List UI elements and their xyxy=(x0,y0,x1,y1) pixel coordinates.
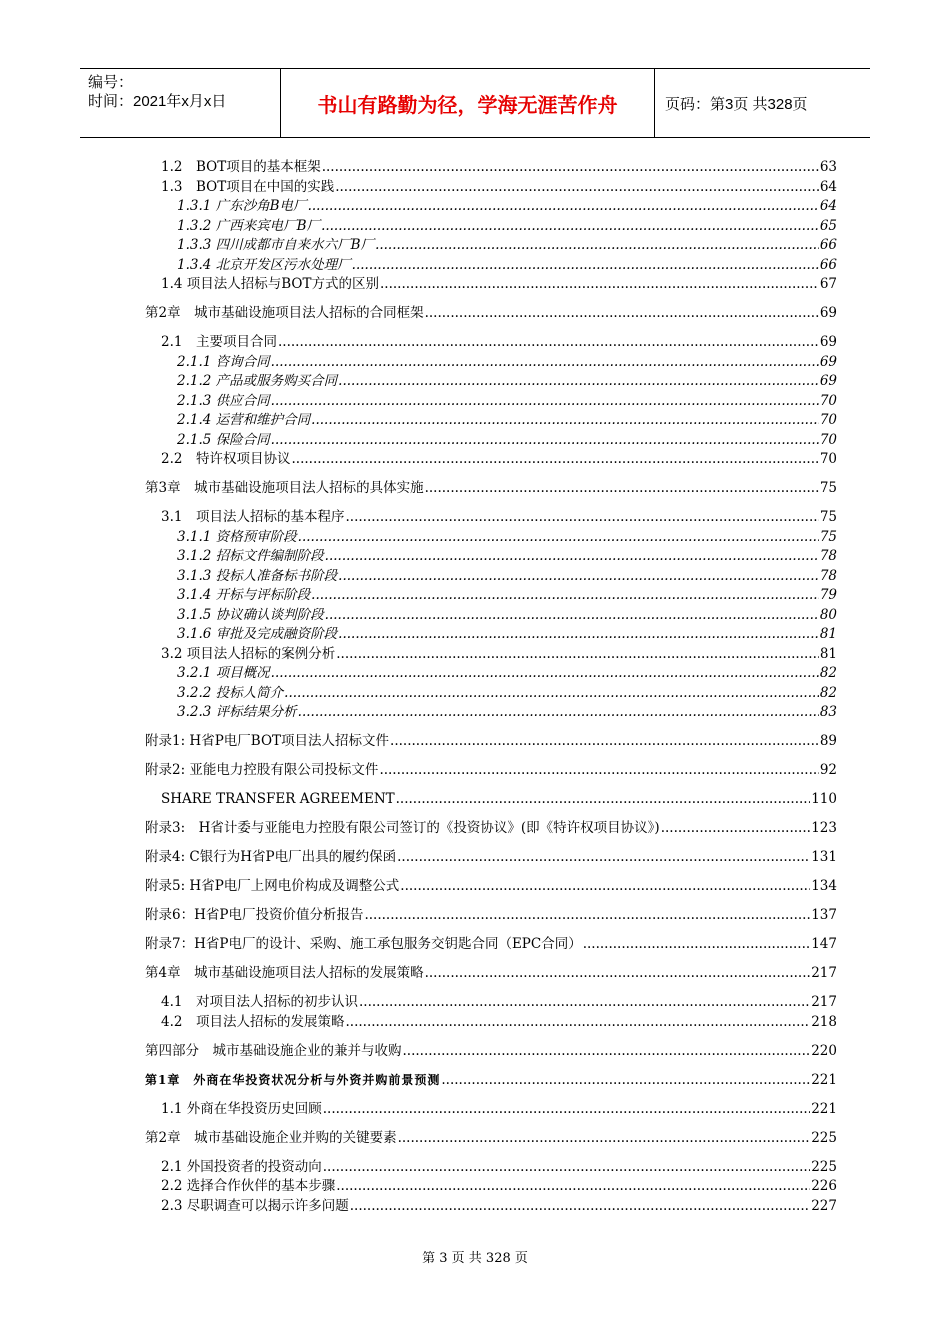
toc-entry-title: 2.1.4 运营和维护合同 xyxy=(177,412,311,428)
toc-leader-dots xyxy=(284,684,819,704)
toc-leader-dots xyxy=(323,1158,810,1178)
toc-leader-dots xyxy=(338,372,819,392)
toc-entry-page: 147 xyxy=(811,936,837,952)
toc-leader-dots xyxy=(311,411,819,431)
toc-entry-title: 1.3.1 广东沙角B电厂 xyxy=(177,198,307,214)
toc-entry-title: 1.3.2 广西来宾电厂B厂 xyxy=(177,217,321,234)
toc-entry-title: 附录2: 亚能电力控股有限公司投标文件 xyxy=(145,762,379,778)
header-meta xyxy=(80,69,281,137)
toc-entry-title: 附录7：H省P电厂的设计、采购、施工承包服务交钥匙合同（EPC合同） xyxy=(145,936,582,952)
toc-leader-dots xyxy=(271,353,819,373)
toc-entry-page: 227 xyxy=(811,1197,837,1214)
toc-entry[interactable] xyxy=(145,547,837,567)
toc-entry-title: 附录1: H省P电厂BOT项目法人招标文件 xyxy=(145,733,390,749)
toc-entry-page: 79 xyxy=(819,587,837,603)
toc-leader-dots xyxy=(352,256,819,276)
page-header xyxy=(80,68,870,138)
toc-leader-dots xyxy=(291,450,818,470)
toc-entry[interactable] xyxy=(145,479,837,499)
toc-entry[interactable] xyxy=(145,158,837,178)
toc-entry[interactable] xyxy=(145,333,837,353)
toc-entry[interactable] xyxy=(145,353,837,373)
toc-leader-dots xyxy=(338,567,819,587)
toc-entry-page: 69 xyxy=(819,353,837,370)
toc-entry-page: 75 xyxy=(819,480,837,496)
toc-entry[interactable] xyxy=(145,877,837,897)
toc-entry-title: 3.2.2 投标人简介 xyxy=(177,684,284,701)
toc-entry-page: 69 xyxy=(819,334,837,350)
toc-leader-dots xyxy=(441,1071,810,1091)
toc-entry-page: 70 xyxy=(819,431,837,448)
toc-entry-page: 81 xyxy=(819,645,837,662)
toc-entry-page: 70 xyxy=(819,392,837,409)
toc-entry-title: 2.2 选择合作伙伴的基本步骤 xyxy=(161,1178,336,1194)
toc-entry-page: 131 xyxy=(811,849,837,865)
toc-entry-title: 2.1 主要项目合同 xyxy=(161,334,277,350)
toc-entry[interactable] xyxy=(145,1071,837,1091)
toc-entry-page: 221 xyxy=(811,1100,837,1117)
toc-entry-page: 134 xyxy=(811,878,837,894)
toc-leader-dots xyxy=(325,547,819,567)
toc-entry-page: 70 xyxy=(819,451,837,467)
toc-entry-page: 225 xyxy=(811,1129,837,1146)
toc-leader-dots xyxy=(403,1042,811,1062)
toc-entry-page: 66 xyxy=(819,237,837,253)
toc-leader-dots xyxy=(379,761,818,781)
toc-leader-dots xyxy=(278,333,819,353)
toc-leader-dots xyxy=(364,906,810,926)
toc-entry[interactable] xyxy=(145,684,837,704)
toc-entry-page: 82 xyxy=(819,665,837,681)
toc-entry-page: 75 xyxy=(819,509,837,525)
toc-leader-dots xyxy=(308,197,819,217)
toc-leader-dots xyxy=(397,848,810,868)
toc-entry[interactable] xyxy=(145,236,837,256)
toc-entry-page: 78 xyxy=(819,548,837,564)
toc-leader-dots xyxy=(375,236,819,256)
toc-entry[interactable] xyxy=(145,848,837,868)
toc-entry-title: 附录5: H省P电厂上网电价构成及调整公式 xyxy=(145,878,400,894)
toc-leader-dots xyxy=(345,508,818,528)
toc-entry-title: 3.2 项目法人招标的案例分析 xyxy=(161,645,336,662)
toc-entry-page: 220 xyxy=(811,1042,837,1059)
toc-entry-title: 2.1.3 供应合同 xyxy=(177,392,270,409)
toc-entry[interactable] xyxy=(145,606,837,626)
toc-entry[interactable] xyxy=(145,1100,837,1120)
toc-entry[interactable] xyxy=(145,761,837,781)
toc-leader-dots xyxy=(271,664,819,684)
toc-entry[interactable] xyxy=(145,411,837,431)
toc-entry-title: 2.1 外国投资者的投资动向 xyxy=(161,1158,322,1175)
toc-entry-page: 66 xyxy=(819,256,837,273)
toc-entry-page: 78 xyxy=(819,567,837,584)
toc-entry[interactable] xyxy=(145,993,837,1013)
toc-entry-page: 75 xyxy=(819,528,837,545)
toc-leader-dots xyxy=(359,993,810,1013)
toc-entry-title: 3.2.1 项目概况 xyxy=(177,665,270,681)
toc-entry-title: 2.1.5 保险合同 xyxy=(177,431,270,448)
toc-entry-page: 217 xyxy=(811,994,837,1010)
toc-entry-title: 3.2.3 评标结果分析 xyxy=(177,704,297,720)
toc-entry-page: 92 xyxy=(819,762,837,778)
toc-leader-dots xyxy=(396,790,811,810)
toc-leader-dots xyxy=(336,645,819,665)
toc-entry-page: 217 xyxy=(811,965,837,981)
toc-entry[interactable] xyxy=(145,508,837,528)
toc-entry[interactable] xyxy=(145,732,837,752)
toc-entry[interactable] xyxy=(145,703,837,723)
toc-entry-title: 4.1 对项目法人招标的初步认识 xyxy=(161,994,358,1010)
toc-entry-title: 3.1.6 审批及完成融资阶段 xyxy=(177,626,338,642)
toc-entry[interactable] xyxy=(145,790,837,810)
toc-entry-title: 3.1.1 资格预审阶段 xyxy=(177,528,297,545)
page-footer: 第 3 页 共 328 页 xyxy=(422,1251,528,1266)
toc-entry[interactable] xyxy=(145,197,837,217)
toc-leader-dots xyxy=(335,178,819,198)
toc-entry[interactable] xyxy=(145,392,837,412)
toc-entry-title: 2.3 尽职调查可以揭示许多问题 xyxy=(161,1197,349,1214)
table-of-contents xyxy=(145,158,837,1216)
toc-entry[interactable] xyxy=(145,819,837,839)
toc-entry-title: 第3章 城市基础设施项目法人招标的具体实施 xyxy=(145,480,424,496)
toc-leader-dots xyxy=(271,431,819,451)
toc-leader-dots xyxy=(398,1129,811,1149)
toc-entry[interactable] xyxy=(145,586,837,606)
toc-entry-page: 89 xyxy=(819,733,837,749)
toc-leader-dots xyxy=(661,819,811,839)
toc-entry[interactable] xyxy=(145,304,837,324)
toc-leader-dots xyxy=(400,877,810,897)
toc-entry[interactable] xyxy=(145,431,837,451)
toc-entry-title: 附录3: H省计委与亚能电力控股有限公司签订的《投资协议》(即《特许权项目协议》) xyxy=(145,820,660,836)
toc-entry-title: 第2章 城市基础设施项目法人招标的合同框架 xyxy=(145,305,424,321)
toc-entry-page: 123 xyxy=(811,820,837,836)
toc-entry-page: 65 xyxy=(819,217,837,234)
toc-entry-title: 2.1.2 产品或服务购买合同 xyxy=(177,373,338,389)
toc-entry-title: 3.1.5 协议确认谈判阶段 xyxy=(177,606,324,623)
toc-entry-page: 110 xyxy=(811,791,837,807)
toc-entry-title: 4.2 项目法人招标的发展策略 xyxy=(161,1013,345,1030)
toc-entry-title: 1.3 BOT项目在中国的实践 xyxy=(161,178,335,195)
toc-entry-page: 64 xyxy=(819,178,837,195)
toc-leader-dots xyxy=(322,158,819,178)
toc-leader-dots xyxy=(345,1013,810,1033)
toc-leader-dots xyxy=(425,304,819,324)
toc-entry-title: 附录4: C银行为H省P电厂出具的履约保函 xyxy=(145,849,397,865)
toc-entry-title: 第1章 外商在华投资状况分析与外资并购前景预测 xyxy=(145,1072,441,1087)
toc-entry-title: 1.4 项目法人招标与BOT方式的区别 xyxy=(161,276,380,292)
toc-entry[interactable] xyxy=(145,1158,837,1178)
toc-entry[interactable] xyxy=(145,178,837,198)
toc-leader-dots xyxy=(321,217,819,237)
toc-entry-page: 70 xyxy=(819,412,837,428)
toc-entry[interactable] xyxy=(145,217,837,237)
toc-entry-title: 3.1.2 招标文件编制阶段 xyxy=(177,548,324,564)
toc-entry[interactable] xyxy=(145,1129,837,1149)
toc-entry-page: 83 xyxy=(819,704,837,720)
toc-entry-title: 第2章 城市基础设施企业并购的关键要素 xyxy=(145,1129,397,1146)
toc-entry-title: 1.3.4 北京开发区污水处理厂 xyxy=(177,256,351,273)
toc-leader-dots xyxy=(311,586,819,606)
date-label: 时间：2021年x月x日 xyxy=(88,93,227,110)
toc-leader-dots xyxy=(425,964,811,984)
toc-entry-title: 2.2 特许权项目协议 xyxy=(161,451,291,467)
toc-entry[interactable] xyxy=(145,1177,837,1197)
toc-entry[interactable] xyxy=(145,1042,837,1062)
toc-entry-title: 2.1.1 咨询合同 xyxy=(177,353,270,370)
toc-entry-title: 附录6：H省P电厂投资价值分析报告 xyxy=(145,907,364,923)
toc-entry[interactable] xyxy=(145,625,837,645)
toc-entry-page: 63 xyxy=(819,159,837,175)
toc-entry-title: 3.1.4 开标与评标阶段 xyxy=(177,587,311,603)
toc-leader-dots xyxy=(336,1177,810,1197)
toc-entry[interactable] xyxy=(145,964,837,984)
header-motto: 书山有路勤为径，学海无涯苦作舟 xyxy=(281,69,655,137)
toc-entry-title: 3.1 项目法人招标的基本程序 xyxy=(161,509,345,525)
toc-entry-page: 80 xyxy=(819,606,837,623)
toc-entry-title: 1.2 BOT项目的基本框架 xyxy=(161,159,321,175)
toc-entry-title: 1.1 外商在华投资历史回顾 xyxy=(161,1100,322,1117)
toc-entry-page: 82 xyxy=(819,684,837,701)
toc-entry-page: 67 xyxy=(819,276,837,292)
toc-leader-dots xyxy=(338,625,819,645)
toc-entry[interactable] xyxy=(145,645,837,665)
toc-entry-page: 64 xyxy=(819,198,837,214)
toc-entry-page: 69 xyxy=(819,373,837,389)
toc-leader-dots xyxy=(583,935,811,955)
toc-leader-dots xyxy=(323,1100,810,1120)
toc-entry[interactable] xyxy=(145,1013,837,1033)
toc-entry[interactable] xyxy=(145,906,837,926)
toc-entry-title: 第4章 城市基础设施项目法人招标的发展策略 xyxy=(145,965,424,981)
toc-entry-page: 221 xyxy=(811,1071,837,1088)
toc-entry-page: 69 xyxy=(819,305,837,321)
toc-entry-page: 81 xyxy=(819,626,837,642)
toc-entry[interactable] xyxy=(145,528,837,548)
toc-entry-page: 218 xyxy=(811,1013,837,1030)
toc-entry-title: 3.1.3 投标人准备标书阶段 xyxy=(177,567,338,584)
toc-leader-dots xyxy=(380,275,819,295)
serial-label: 编号： xyxy=(88,74,134,91)
toc-entry-title: 1.3.3 四川成都市自来水六厂B厂 xyxy=(177,237,375,253)
toc-entry-page: 137 xyxy=(811,907,837,923)
toc-entry[interactable] xyxy=(145,1197,837,1217)
header-page-info: 页码：第3页 共328页 xyxy=(665,95,808,113)
toc-entry[interactable] xyxy=(145,935,837,955)
toc-entry-page: 225 xyxy=(811,1158,837,1175)
toc-entry-title: SHARE TRANSFER AGREEMENT xyxy=(161,791,395,807)
toc-leader-dots xyxy=(298,703,819,723)
toc-leader-dots xyxy=(325,606,819,626)
toc-leader-dots xyxy=(271,392,819,412)
toc-entry-page: 226 xyxy=(811,1178,837,1194)
toc-entry[interactable] xyxy=(145,664,837,684)
toc-leader-dots xyxy=(390,732,819,752)
toc-entry[interactable] xyxy=(145,372,837,392)
toc-entry[interactable] xyxy=(145,256,837,276)
toc-leader-dots xyxy=(298,528,819,548)
toc-entry[interactable] xyxy=(145,567,837,587)
toc-entry[interactable] xyxy=(145,275,837,295)
toc-leader-dots xyxy=(350,1197,810,1217)
toc-entry[interactable] xyxy=(145,450,837,470)
toc-entry-title: 第四部分 城市基础设施企业的兼并与收购 xyxy=(145,1042,402,1059)
toc-leader-dots xyxy=(425,479,819,499)
